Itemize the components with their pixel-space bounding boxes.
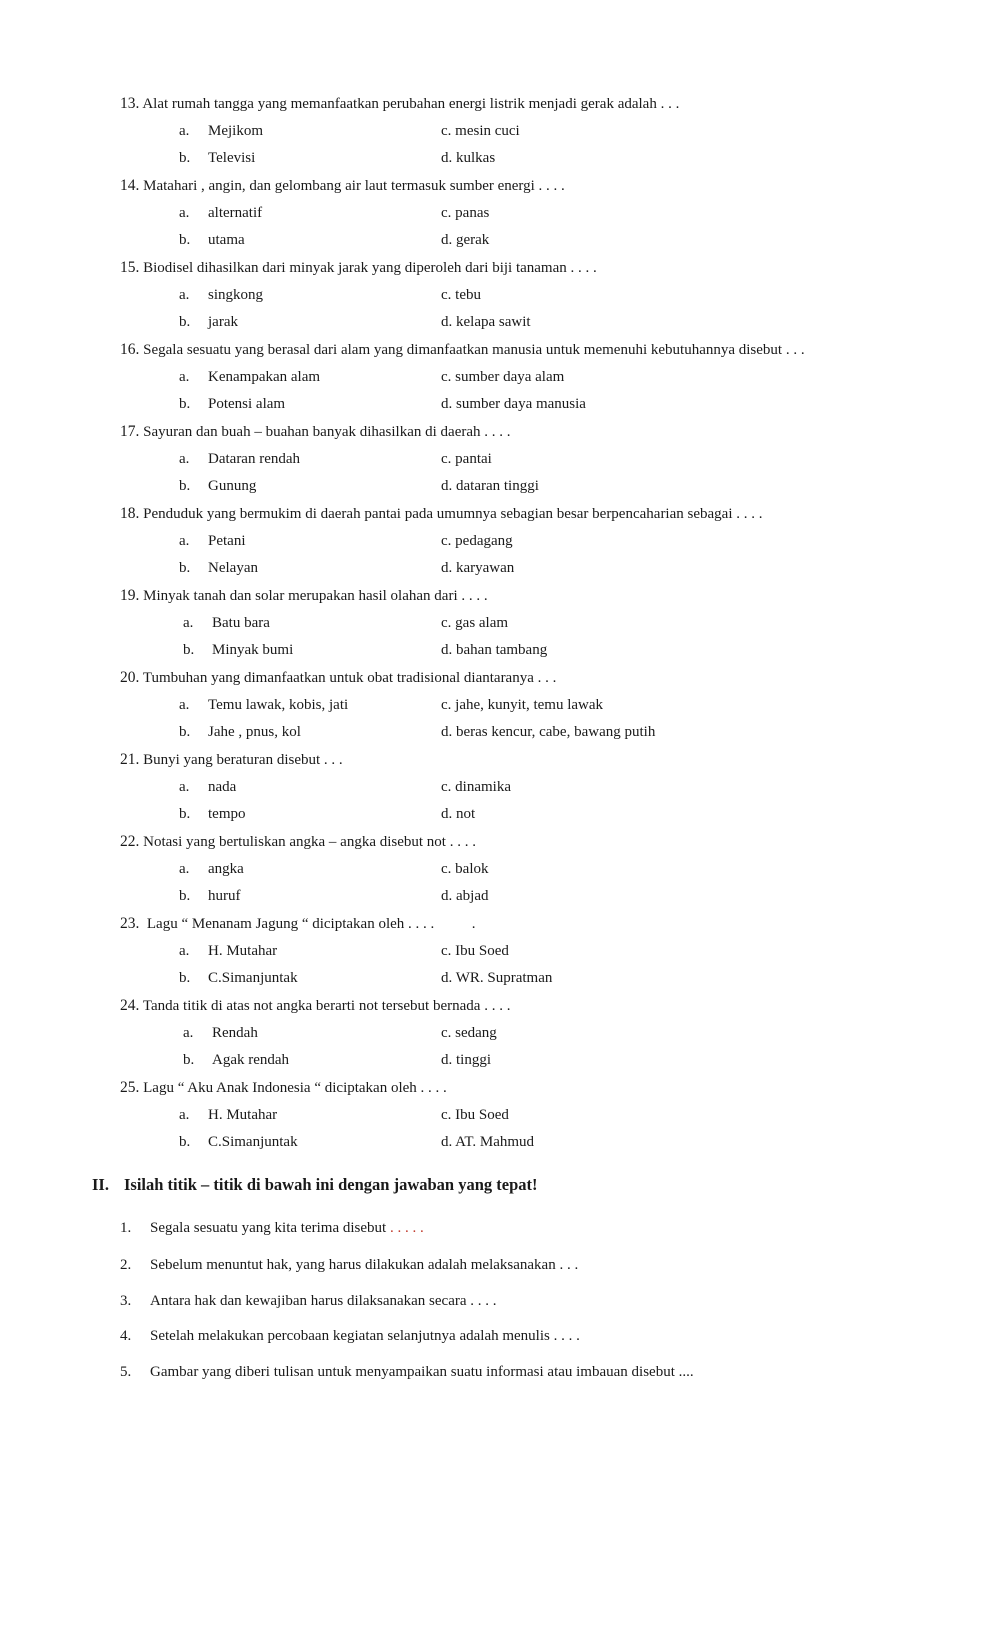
option-a [179, 121, 263, 141]
question-14 [120, 176, 565, 196]
option-a [179, 1105, 277, 1125]
option-d: d. karyawan [441, 560, 515, 576]
question-number: 20. [120, 669, 140, 686]
option-b [179, 476, 256, 496]
section-heading [92, 1174, 538, 1196]
option-text: Dataran rendah [208, 451, 301, 467]
option-text: Mejikom [208, 123, 263, 139]
option-letter: b. [179, 232, 191, 248]
option-d: d. sumber daya manusia [441, 396, 586, 412]
question-text: Notasi yang bertuliskan angka – angka disebut not . . . . [143, 834, 476, 850]
question-text: Matahari , angin, dan gelombang air laut termasuk sumber energi . . . . [143, 178, 565, 194]
option-letter: b. [179, 1134, 191, 1150]
option-letter: b. [179, 150, 191, 166]
option-text: C.Simanjuntak [208, 970, 298, 986]
item-number: 1. [120, 1220, 132, 1236]
option-c: c. jahe, kunyit, temu lawak [441, 697, 604, 713]
option-c: c. gas alam [441, 615, 509, 631]
question-19 [120, 586, 488, 606]
option-c: c. Ibu Soed [441, 943, 509, 959]
question-text: Tanda titik di atas not angka berarti not tersebut bernada . . . . [142, 998, 511, 1014]
option-text: tempo [208, 806, 246, 822]
question-number: 17. [120, 423, 140, 440]
option-c: c. balok [441, 861, 489, 877]
option-d: d. abjad [441, 888, 489, 904]
question-number: 25. [120, 1079, 140, 1096]
option-a [183, 1023, 258, 1043]
option-text: Jahe , pnus, kol [208, 724, 301, 740]
option-c: c. pantai [441, 451, 492, 467]
option-letter: a. [179, 779, 190, 795]
question-25 [120, 1078, 447, 1098]
option-text: Nelayan [208, 560, 258, 576]
option-text: Potensi alam [208, 396, 286, 412]
fill-item-2 [120, 1255, 578, 1275]
option-d: d. beras kencur, cabe, bawang putih [441, 724, 656, 740]
question-15 [120, 258, 597, 278]
question-number: 19. [120, 587, 140, 604]
option-letter: a. [179, 123, 190, 139]
option-c: c. panas [441, 205, 490, 221]
section-title: Isilah titik – titik di bawah ini dengan jawaban yang tepat! [124, 1175, 538, 1194]
question-number: 22. [120, 833, 140, 850]
item-text: Antara hak dan kewajiban harus dilaksanakan secara . . . . [150, 1293, 497, 1309]
question-number: 13. [120, 95, 140, 112]
option-a [183, 613, 270, 633]
option-b [179, 312, 238, 332]
section-number: II. [92, 1175, 109, 1194]
option-text: singkong [208, 287, 264, 303]
option-text: Minyak bumi [212, 642, 294, 658]
option-text: angka [208, 861, 244, 877]
option-b [179, 968, 298, 988]
option-letter: b. [179, 970, 191, 986]
question-text: Minyak tanah dan solar merupakan hasil olahan dari . . . . [143, 588, 488, 604]
option-b [179, 230, 245, 250]
question-text: Sayuran dan buah – buahan banyak dihasilkan di daerah . . . . [143, 424, 511, 440]
option-d: d. WR. Supratman [441, 970, 553, 986]
question-20 [120, 668, 556, 688]
option-b [179, 1132, 298, 1152]
answer-dots: . . . . . [389, 1220, 424, 1236]
option-c: c. sedang [441, 1025, 497, 1041]
question-text: Alat rumah tangga yang memanfaatkan perubahan energi listrik menjadi gerak adalah . . . [142, 96, 680, 112]
option-letter: b. [179, 806, 191, 822]
option-c: c. Ibu Soed [441, 1107, 509, 1123]
option-b [179, 722, 301, 742]
question-text: Biodisel dihasilkan dari minyak jarak yang diperoleh dari biji tanaman . . . . [143, 260, 597, 276]
option-text: Petani [208, 533, 246, 549]
option-text: Rendah [212, 1025, 258, 1041]
option-b [183, 640, 293, 660]
question-number: 21. [120, 751, 140, 768]
item-text: Sebelum menuntut hak, yang harus dilakukan adalah melaksanakan . . . [150, 1257, 579, 1273]
fill-item-1 [120, 1218, 424, 1238]
question-16 [120, 340, 805, 360]
option-a [179, 203, 262, 223]
option-letter: a. [183, 615, 194, 631]
question-number: 23. [120, 915, 140, 932]
option-a [179, 941, 277, 961]
item-number: 2. [120, 1257, 132, 1273]
option-letter: a. [179, 861, 190, 877]
option-text: Temu lawak, kobis, jati [208, 697, 349, 713]
item-text: Setelah melakukan percobaan kegiatan selanjutnya adalah menulis . . . . [150, 1328, 580, 1344]
option-letter: a. [179, 205, 190, 221]
fill-item-3 [120, 1291, 497, 1311]
option-a [179, 367, 320, 387]
option-a [179, 695, 348, 715]
option-c: c. tebu [441, 287, 481, 303]
option-text: Gunung [208, 478, 257, 494]
option-letter: a. [179, 1107, 190, 1123]
question-text: Penduduk yang bermukim di daerah pantai pada umumnya sebagian besar berpencaharian sebagai . . . . [143, 506, 763, 522]
option-text: Agak rendah [212, 1052, 290, 1068]
item-text: Gambar yang diberi tulisan untuk menyampaikan suatu informasi atau imbauan disebut .... [150, 1364, 694, 1380]
option-b [179, 886, 241, 906]
question-text: Lagu “ Aku Anak Indonesia “ diciptakan oleh . . . . [143, 1080, 447, 1096]
option-letter: a. [179, 533, 190, 549]
question-number: 15. [120, 259, 140, 276]
option-a [179, 285, 263, 305]
option-text: Televisi [208, 150, 256, 166]
option-letter: b. [179, 724, 191, 740]
option-a [179, 859, 244, 879]
question-22 [120, 832, 476, 852]
option-c: c. pedagang [441, 533, 513, 549]
option-letter: b. [183, 642, 195, 658]
option-b [179, 804, 246, 824]
option-b [183, 1050, 289, 1070]
item-text: Segala sesuatu yang kita terima disebut [150, 1220, 390, 1236]
option-d: d. kulkas [441, 150, 496, 166]
option-d: d. bahan tambang [441, 642, 548, 658]
option-d: d. not [441, 806, 476, 822]
question-number: 18. [120, 505, 140, 522]
option-c: c. sumber daya alam [441, 369, 565, 385]
fill-item-5 [120, 1362, 694, 1382]
option-a [179, 449, 300, 469]
option-text: utama [208, 232, 245, 248]
option-text: alternatif [208, 205, 263, 221]
question-13 [120, 94, 679, 114]
question-number: 14. [120, 177, 140, 194]
option-text: Kenampakan alam [208, 369, 321, 385]
option-text: H. Mutahar [208, 943, 278, 959]
option-text: huruf [208, 888, 241, 904]
option-c: c. dinamika [441, 779, 511, 795]
option-letter: b. [179, 314, 191, 330]
question-23 [120, 914, 476, 934]
option-letter: b. [179, 396, 191, 412]
item-number: 5. [120, 1364, 132, 1380]
option-letter: b. [183, 1052, 195, 1068]
question-number: 16. [120, 341, 140, 358]
question-text: Segala sesuatu yang berasal dari alam yang dimanfaatkan manusia untuk memenuhi kebutuhannya disebut . . . [143, 342, 805, 358]
option-a [179, 777, 236, 797]
option-c: c. mesin cuci [441, 123, 520, 139]
option-letter: b. [179, 478, 191, 494]
fill-item-4 [120, 1326, 580, 1346]
option-b [179, 558, 258, 578]
item-number: 3. [120, 1293, 132, 1309]
option-text: H. Mutahar [208, 1107, 278, 1123]
option-d: d. gerak [441, 232, 490, 248]
option-letter: a. [179, 451, 190, 467]
option-a [179, 531, 246, 551]
option-letter: b. [179, 888, 191, 904]
option-letter: a. [179, 943, 190, 959]
option-b [179, 394, 285, 414]
option-d: d. kelapa sawit [441, 314, 531, 330]
option-text: nada [208, 779, 237, 795]
option-d: d. tinggi [441, 1052, 492, 1068]
question-text: Bunyi yang beraturan disebut . . . [143, 752, 343, 768]
option-text: Batu bara [212, 615, 270, 631]
option-letter: a. [179, 369, 190, 385]
option-letter: a. [179, 287, 190, 303]
question-17 [120, 422, 511, 442]
question-text: Lagu “ Menanam Jagung “ diciptakan oleh . . . . . [143, 916, 476, 932]
option-letter: a. [183, 1025, 194, 1041]
option-text: C.Simanjuntak [208, 1134, 298, 1150]
option-b [179, 148, 255, 168]
question-text: Tumbuhan yang dimanfaatkan untuk obat tradisional diantaranya . . . [142, 670, 557, 686]
question-number: 24. [120, 997, 140, 1014]
option-d: d. dataran tinggi [441, 478, 539, 494]
option-text: jarak [208, 314, 238, 330]
question-21 [120, 750, 343, 770]
option-letter: a. [179, 697, 190, 713]
option-d: d. AT. Mahmud [441, 1134, 535, 1150]
item-number: 4. [120, 1328, 132, 1344]
question-18 [120, 504, 763, 524]
option-letter: b. [179, 560, 191, 576]
question-24 [120, 996, 510, 1016]
